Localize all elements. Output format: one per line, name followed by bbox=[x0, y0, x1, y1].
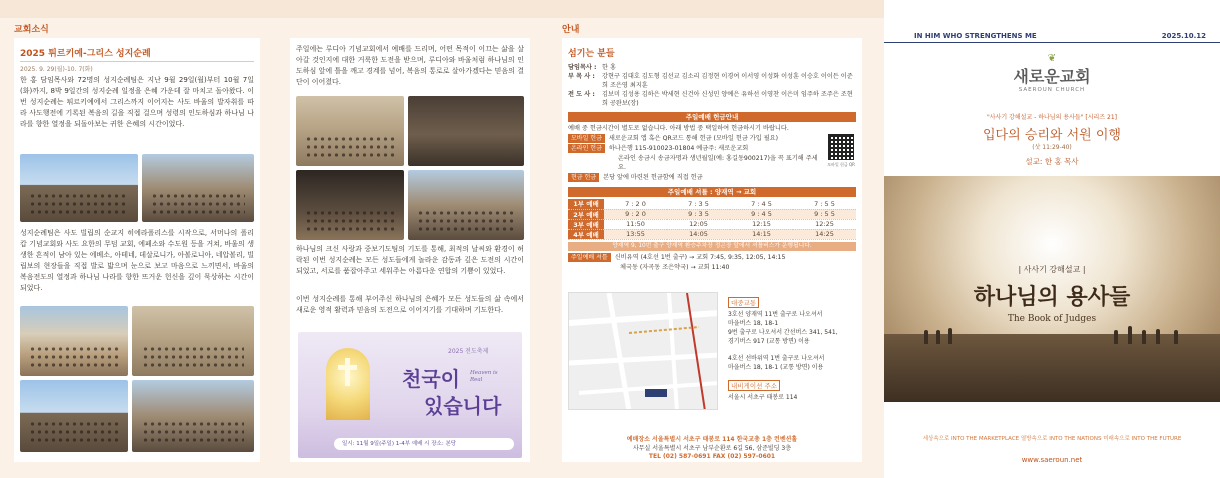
photo-group-street bbox=[132, 380, 254, 452]
news-date: 2025. 9. 29(월)-10. 7(화) bbox=[20, 66, 93, 73]
photo-group-seaside bbox=[20, 380, 128, 452]
location-map[interactable] bbox=[568, 292, 718, 410]
poster-title-line2: 있습니다 bbox=[424, 394, 502, 418]
news-title: 2025 튀르키예-그리스 성지순례 bbox=[20, 46, 254, 62]
map-roads-graphic bbox=[569, 293, 718, 410]
navigation-address: 서울시 서초구 태봉로 114 bbox=[728, 394, 798, 401]
transit-heading: 대중교통 bbox=[728, 297, 759, 308]
poster-title-line1: 천국이 bbox=[402, 367, 460, 391]
offering-cash: 현금 헌금 본당 앞에 마련된 헌금함에 직접 헌금 bbox=[568, 173, 856, 182]
evangelism-festival-poster bbox=[298, 332, 522, 458]
poster-year-label: 2025 전도축제 bbox=[448, 348, 489, 355]
cover-tagline: IN HIM WHO STRENGTHENS ME bbox=[914, 32, 1037, 40]
news-column-2 bbox=[290, 38, 530, 462]
photo-group-columns bbox=[142, 154, 254, 222]
schedule-row: 3부 예배 11:50 12:05 12:15 12:25 bbox=[568, 219, 856, 229]
schedule-row: 2부 예배 9 : 2 0 9 : 3 5 9 : 4 5 9 : 5 5 bbox=[568, 209, 856, 219]
shuttle-schedule-table bbox=[568, 199, 856, 240]
cover-panel bbox=[884, 0, 1220, 478]
poster-info-bar: 일시: 11월 9일(주일) 1-4부 예배 시 장소: 본당 bbox=[334, 438, 514, 450]
schedule-row: 4부 예배 13:55 14:05 14:15 14:25 bbox=[568, 229, 856, 239]
staff-row-senior: 담임목사 : 한 홍 bbox=[568, 64, 616, 71]
news-column-1 bbox=[14, 38, 260, 462]
transit-info: 대중교통 3호선 양재역 11번 출구로 나오셔서 마을버스 18, 18-1 9번 출구로 나오셔서 간선버스 341, 541, 경기버스 917 (교통 방면) 이용 4호선 선바위역 1번 출구로 나오셔서 마을버스 18, 18-1 (교통 방면) 이용 내비게이션 주소 서울시 서초구 태봉로 114 bbox=[728, 290, 858, 402]
photo-congregation-prayer bbox=[296, 170, 404, 240]
photo-group-ruins bbox=[132, 306, 254, 376]
news-paragraph-1: 한 홍 담임목사와 72명의 성지순례팀은 지난 9월 29일(월)부터 10월 7일(화)까지, 8박 9일간의 성지순례 일정을 은혜 가운데 잘 마치고 돌아왔다. 이번 성지순례는 튀르키예에서 그리스까지 이어지는 사도 바울의 발자취를 따라 사도행전에 기록된 복음의 길을 직접 걸으며 성령의 인도하심과 하나님 나라를 향한 열정을 되돌아보는 귀한 은혜의 시간이었다. bbox=[20, 76, 254, 128]
news-paragraph-5: 이번 성지순례를 통해 부어주신 하나님의 은혜가 모든 성도들의 삶 속에서 새로운 영적 활력과 믿음의 도전으로 이어지기를 기대하며 기도한다. bbox=[296, 295, 524, 314]
staff-row-associate: 부 목 사 : 강현구 김대호 김도형 김선교 김소리 김정현 이경여 이서영 이성화 이성훈 이승호 이이든 이준희 조은영 최지훈 bbox=[568, 73, 853, 89]
offering-mobile: 모바일 헌금 새로운교회 앱 혹은 QR코드 통해 헌금 (모바일 헌금 가입 필요) bbox=[568, 134, 856, 143]
photo-preacher bbox=[408, 96, 524, 166]
qr-caption: 모바일 헌금 QR bbox=[827, 162, 855, 167]
info-column bbox=[562, 38, 862, 462]
noon-shuttle-line1: 주일예배 셔틀 신비유역 (4호선 1번 출구) → 교회 7:45, 9:35, 12:05, 14:15 bbox=[568, 253, 856, 262]
news-paragraph-2: 성지순례팀은 사도 빌립의 순교지 히에라폴리스를 시작으로, 서머나의 폴리캅 기념교회와 사도 요한의 무덤 교회, 에페소와 수도원 등을 거쳐, 바울의 생생한 흔적이 남아 있는 에베소, 아테네, 데살로니가, 아볼로니아, 네압볼리, 빌립보의 현장들을 직접 발로 밟으며 눈으로 보고 마음으로 느끼면서, 바울의 복음전도의 열정과 하나님 나라를 향한 뜨거운 헌신을 깊이 묵상하는 시간이 되었다. bbox=[20, 229, 255, 292]
qr-code-icon[interactable] bbox=[828, 134, 854, 160]
series-title-en: The Book of Judges bbox=[1007, 314, 1097, 324]
navigation-heading: 내비게이션 주소 bbox=[728, 380, 780, 391]
series-subtitle: | 사사기 강해설교 | bbox=[1018, 265, 1086, 274]
cover-artwork bbox=[884, 176, 1220, 402]
church-motto: 세상속으로 INTO THE MARKETPLACE 열방속으로 INTO THE NATIONS 미래속으로 INTO THE FUTURE bbox=[922, 436, 1182, 442]
photo-congregation-outdoor bbox=[408, 170, 524, 240]
photo-worship-outdoor bbox=[296, 96, 404, 166]
info-section-header: 안내 bbox=[562, 25, 580, 35]
offering-intro: 예배 중 헌금시간이 별도로 없습니다. 아래 방법 중 택일하여 헌금하시기 바랍니다. bbox=[568, 125, 789, 132]
preacher: 설교: 한 홍 목사 bbox=[1025, 157, 1079, 166]
offering-bar: 주일예배 헌금안내 bbox=[568, 112, 856, 122]
church-website-link[interactable]: www.saeroun.net bbox=[1021, 456, 1083, 464]
photo-group-mosque bbox=[20, 154, 138, 222]
church-logo: ❦ 새로운교회 SAEROUN CHURCH bbox=[884, 54, 1220, 93]
staff-row-evangelist: 전 도 사 : 김보미 김성용 김하은 박세현 신건아 신성민 양예은 유하선 이영찬 이은미 임주하 조주은 조현희 공완보(장) bbox=[568, 91, 853, 107]
scripture-reference: (삿 11:29-40) bbox=[1032, 144, 1072, 151]
sermon-title: 입다의 승리와 서원 이행 bbox=[983, 128, 1121, 143]
news-paragraph-3: 주일에는 루디아 기념교회에서 예배를 드리며, 어떤 목적이 이끄는 삶을 살아갈 것인지에 대한 거룩한 도전을 받으며, 루디아와 바울처럼 하나님의 인도하심 앞에 틀을 깨고 경계를 넘어, 복음의 통로로 살아가겠다는 믿음의 결단이 이어졌다. bbox=[296, 45, 524, 86]
news-paragraph-4: 하나님의 크신 사랑과 중보기도팀의 기도를 통해, 최적의 날씨와 환경이 허락된 이번 성지순례는 모든 성도들에게 놀라운 감동과 깊은 도전의 시간이 되었고, 서로를 품잡아주고 세워주는 아름다운 연합의 기쁨이 있었다. bbox=[296, 245, 524, 275]
church-address-block: 예배장소 서울특별시 서초구 태봉로 114 한국교총 1층 컨벤션홀 사무실 서울특별시 서초구 남부순환로 6길 56, 삼준빌딩 3층 TEL (02) 587-0691 FAX (02) 597-0601 bbox=[626, 436, 798, 460]
shuttle-bar: 주일예배 셔틀 : 양재역 → 교회 bbox=[568, 187, 856, 197]
schedule-row: 1부 예배 7 : 2 0 7 : 3 5 7 : 4 5 7 : 5 5 bbox=[568, 199, 856, 209]
series-title: 하나님의 용사들 bbox=[973, 284, 1131, 310]
shuttle-note: 양재역 9, 10번 출구 양재역 환승주차장 정곤장 앞에서 셔틀버스가 운행됩니다. bbox=[568, 242, 856, 251]
poster-subtitle-en: Heaven is Real bbox=[470, 370, 498, 383]
cross-icon bbox=[345, 358, 350, 386]
cover-date: 2025.10.12 bbox=[1161, 32, 1206, 40]
offering-online-note: 온라인 송금시 송금자명과 생년월일(예: 홍길동900217)을 꼭 표기해 주세요. bbox=[618, 155, 818, 171]
offering-online: 온라인 헌금 하나은행 115-910023-01804 예금주: 새로운교회 bbox=[568, 144, 856, 153]
serve-title: 섬기는 분들 bbox=[568, 49, 615, 59]
news-section-header: 교회소식 bbox=[14, 25, 49, 35]
photo-ruins-ephesus bbox=[20, 306, 128, 376]
leaf-logo-icon: ❦ bbox=[1047, 53, 1057, 64]
noon-shuttle-line2: 체국동 (자곡동 조은약국) → 교회 11:40 bbox=[620, 263, 730, 271]
sermon-series: "사사기 강해설교 - 하나님의 용사들" [시리즈 21] bbox=[987, 114, 1117, 121]
